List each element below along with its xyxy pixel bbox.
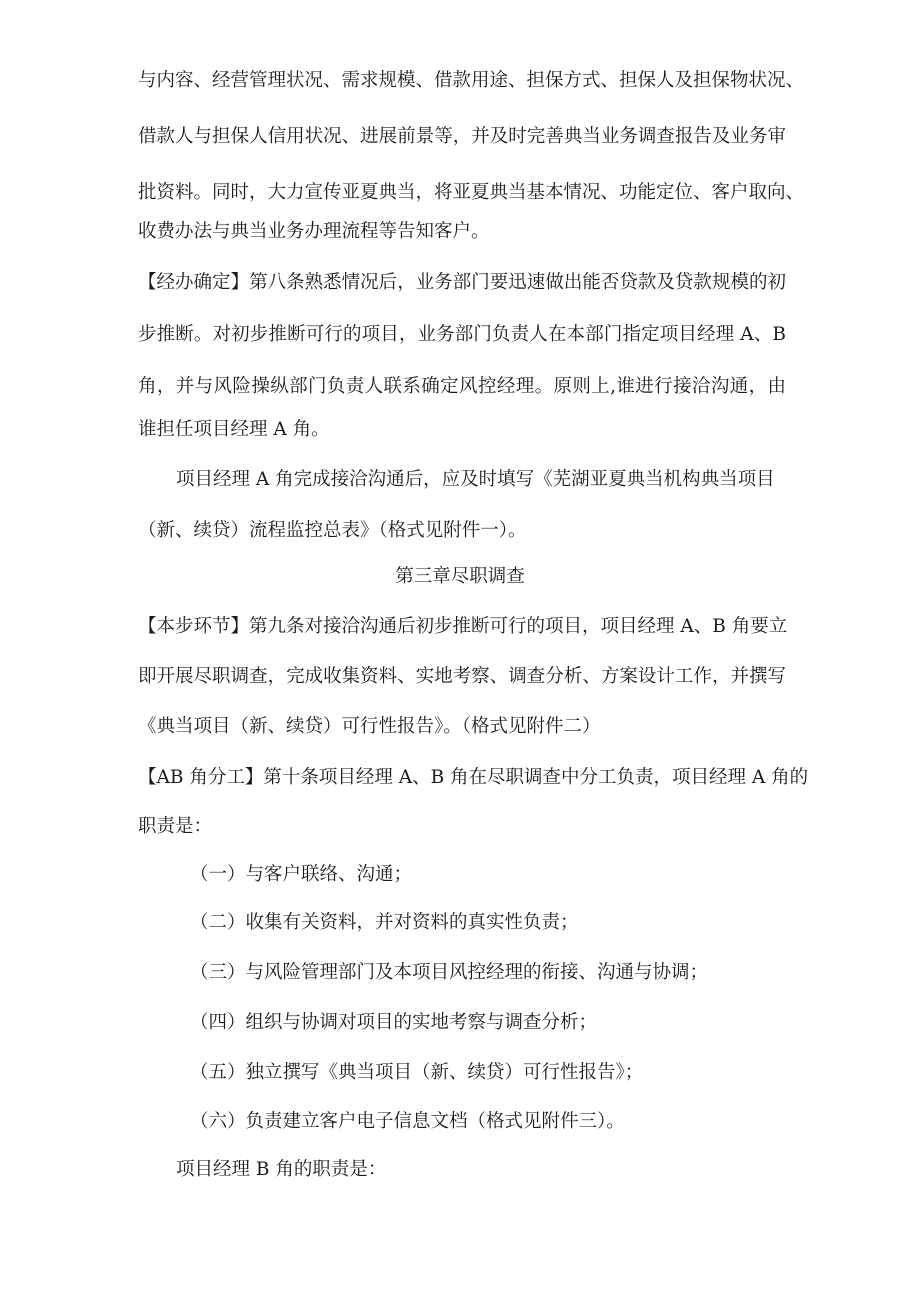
article-8-line: 谁担任项目经理 A 角。 <box>138 419 330 440</box>
article-10-line: 职责是： <box>138 816 213 837</box>
paragraph-line: 收费办法与典当业务办理流程等告知客户。 <box>138 221 490 242</box>
paragraph-line: 批资料。同时，大力宣传亚夏典当，将亚夏典当基本情况、功能定位、客户取向、 <box>138 182 805 203</box>
article-10-line: 【AB 角分工】第十条项目经理 A、B 角在尽职调查中分工负责，项目经理 A 角的 <box>138 767 809 788</box>
article-9-line: 《典当项目（新、续贷）可行性报告》。（格式见附件二） <box>138 716 601 737</box>
article-8-line: 【经办确定】第八条熟悉情况后，业务部门要迅速做出能否贷款及贷款规模的初 <box>138 272 786 293</box>
article-8-line: 角，并与风险操纵部门负责人联系确定风控经理。原则上,谁进行接洽沟通，由 <box>138 376 786 397</box>
duty-item: （二）收集有关资料，并对资料的真实性负责； <box>190 912 579 933</box>
duty-item: （五）独立撰写《典当项目（新、续贷）可行性报告》； <box>190 1062 644 1083</box>
duties-b-intro: 项目经理 B 角的职责是： <box>176 1159 387 1180</box>
paragraph-line: 借款人与担保人信用状况、进展前景等，并及时完善典当业务调查报告及业务审 <box>138 126 786 147</box>
chapter-title: 第三章尽职调查 <box>395 566 525 587</box>
article-9-line: 【本步环节】第九条对接洽沟通后初步推断可行的项目，项目经理 A、B 角要立 <box>138 616 788 637</box>
form-paragraph-line: （新、续贷）流程监控总表》（格式见附件一）。 <box>138 520 527 541</box>
duty-item: （六）负责建立客户电子信息文档（格式见附件三）。 <box>190 1111 625 1132</box>
duty-item: （四）组织与协调对项目的实地考察与调查分析； <box>190 1012 598 1033</box>
duty-item: （一）与客户联络、沟通； <box>190 864 413 885</box>
paragraph-line: 与内容、经营管理状况、需求规模、借款用途、担保方式、担保人及担保物状况、 <box>138 70 805 91</box>
article-9-line: 即开展尽职调查，完成收集资料、实地考察、调查分析、方案设计工作，并撰写 <box>138 666 786 687</box>
form-paragraph-line: 项目经理 A 角完成接洽沟通后，应及时填写《芜湖亚夏典当机构典当项目 <box>176 469 775 490</box>
article-8-line: 步推断。对初步推断可行的项目，业务部门负责人在本部门指定项目经理 A、B <box>138 324 786 345</box>
duty-item: （三）与风险管理部门及本项目风控经理的衔接、沟通与协调； <box>190 962 709 983</box>
